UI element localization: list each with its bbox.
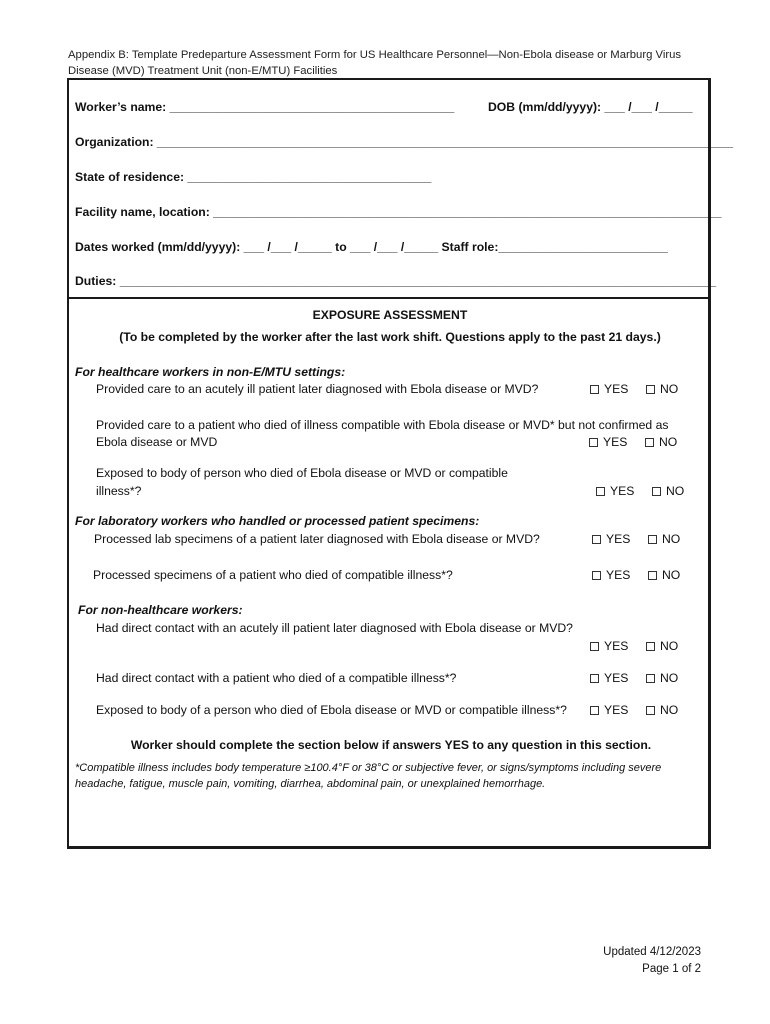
checkbox-icon xyxy=(646,385,655,394)
checkbox-icon xyxy=(590,642,599,651)
checkbox-icon xyxy=(592,571,601,580)
q3-no-checkbox[interactable]: NO xyxy=(652,484,684,498)
checkbox-icon xyxy=(646,706,655,715)
dates-worked-field[interactable]: Dates worked (mm/dd/yyyy): ___ /___ /_____ to ___ /___ /_____ Staff role:_________________________ xyxy=(75,240,668,254)
checkbox-icon xyxy=(652,487,661,496)
q1-yes-checkbox[interactable]: YES xyxy=(590,382,628,396)
section-healthcare-workers: For healthcare workers in non-E/MTU settings: xyxy=(75,365,346,379)
checkbox-icon xyxy=(596,487,605,496)
updated-date: Updated 4/12/2023 xyxy=(603,946,701,958)
section-non-healthcare-workers: For non-healthcare workers: xyxy=(78,603,243,617)
q2-no-checkbox[interactable]: NO xyxy=(645,435,677,449)
checkbox-icon xyxy=(590,674,599,683)
duties-field[interactable]: Duties: ________________________________________________________________________________________ xyxy=(75,274,717,288)
q5-yes-checkbox[interactable]: YES xyxy=(592,568,630,582)
question-text: Had direct contact with an acutely ill patient later diagnosed with Ebola disease or MVD? xyxy=(96,621,573,635)
q8-no-checkbox[interactable]: NO xyxy=(646,703,678,717)
instruction-text: Worker should complete the section below if answers YES to any question in this section. xyxy=(130,738,652,752)
q6-yes-checkbox[interactable]: YES xyxy=(590,639,628,653)
q2-yes-checkbox[interactable]: YES xyxy=(589,435,627,449)
footnote-line-1: *Compatible illness includes body temperature ≥100.4°F or 38°C or subjective fever, or signs/symptoms including severe xyxy=(75,762,662,774)
checkbox-icon xyxy=(592,535,601,544)
q8-yes-checkbox[interactable]: YES xyxy=(590,703,628,717)
checkbox-icon xyxy=(646,642,655,651)
worker-name-field[interactable]: Worker’s name: __________________________________________ xyxy=(75,100,455,114)
state-of-residence-field[interactable]: State of residence: ____________________________________ xyxy=(75,170,432,184)
footnote-line-2: headache, fatigue, muscle pain, vomiting, diarrhea, abdominal pain, or unexplained hemorrhage. xyxy=(75,778,546,790)
q6-no-checkbox[interactable]: NO xyxy=(646,639,678,653)
q7-no-checkbox[interactable]: NO xyxy=(646,671,678,685)
form-title-line-1: Appendix B: Template Predeparture Assessment Form for US Healthcare Personnel—Non-Ebola disease or Marburg Virus xyxy=(68,49,682,61)
checkbox-icon xyxy=(646,674,655,683)
question-text: Had direct contact with a patient who died of a compatible illness*? xyxy=(96,671,457,685)
exposure-assessment-subtitle: (To be completed by the worker after the last work shift. Questions apply to the past 21 days.) xyxy=(119,330,661,344)
question-text: Provided care to a patient who died of illness compatible with Ebola disease or MVD* but not confirmed as xyxy=(96,418,669,432)
q4-yes-checkbox[interactable]: YES xyxy=(592,532,630,546)
question-text: Provided care to an acutely ill patient later diagnosed with Ebola disease or MVD? xyxy=(96,382,539,396)
form-border xyxy=(67,78,711,849)
q7-yes-checkbox[interactable]: YES xyxy=(590,671,628,685)
section-laboratory-workers: For laboratory workers who handled or processed patient specimens: xyxy=(75,514,480,528)
section-divider xyxy=(67,297,711,299)
dob-field[interactable]: DOB (mm/dd/yyyy): ___ /___ /_____ xyxy=(488,100,693,114)
checkbox-icon xyxy=(590,706,599,715)
checkbox-icon xyxy=(589,438,598,447)
facility-field[interactable]: Facility name, location: ___________________________________________________________________________ xyxy=(75,205,722,219)
organization-field[interactable]: Organization: _____________________________________________________________________________________ xyxy=(75,135,734,149)
question-text: Processed lab specimens of a patient later diagnosed with Ebola disease or MVD? xyxy=(94,532,540,546)
checkbox-icon xyxy=(648,571,657,580)
checkbox-icon xyxy=(645,438,654,447)
question-text: Processed specimens of a patient who died of compatible illness*? xyxy=(93,568,453,582)
question-text: illness*? xyxy=(96,484,142,498)
question-text: Exposed to body of person who died of Ebola disease or MVD or compatible xyxy=(96,466,508,480)
checkbox-icon xyxy=(590,385,599,394)
form-title-line-2: Disease (MVD) Treatment Unit (non-E/MTU) Facilities xyxy=(68,65,338,77)
checkbox-icon xyxy=(648,535,657,544)
q3-yes-checkbox[interactable]: YES xyxy=(596,484,634,498)
q1-no-checkbox[interactable]: NO xyxy=(646,382,678,396)
page-number: Page 1 of 2 xyxy=(642,963,701,975)
q4-no-checkbox[interactable]: NO xyxy=(648,532,680,546)
question-text: Ebola disease or MVD xyxy=(96,435,218,449)
question-text: Exposed to body of a person who died of Ebola disease or MVD or compatible illness*? xyxy=(96,703,567,717)
q5-no-checkbox[interactable]: NO xyxy=(648,568,680,582)
exposure-assessment-title: EXPOSURE ASSESSMENT xyxy=(312,308,468,322)
